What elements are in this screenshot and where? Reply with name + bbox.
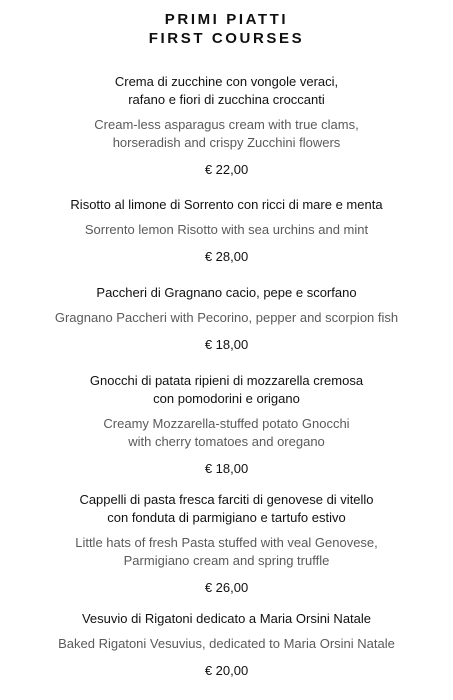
dish-price: € 22,00 bbox=[204, 162, 249, 177]
section-title-italian: PRIMI PIATTI bbox=[164, 11, 289, 28]
dish-name-italian: Vesuvio di Rigatoni dedicato a Maria Orsini Natale bbox=[81, 611, 372, 626]
menu-item bbox=[0, 196, 453, 266]
dish-description-english: Creamy Mozzarella-stuffed potato Gnocchi with cherry tomatoes and oregano bbox=[103, 416, 350, 449]
dish-name-italian: Cappelli di pasta fresca farciti di genovese di vitello con fonduta di parmigiano e tartufo estivo bbox=[79, 492, 374, 525]
dish-name-italian: Paccheri di Gragnano cacio, pepe e scorfano bbox=[96, 285, 357, 300]
dish-description-english: Cream-less asparagus cream with true clams, horseradish and crispy Zucchini flowers bbox=[94, 117, 359, 150]
dish-price: € 18,00 bbox=[204, 337, 249, 352]
menu-item bbox=[0, 73, 453, 179]
menu-item bbox=[0, 284, 453, 354]
menu-item bbox=[0, 372, 453, 478]
dish-price: € 26,00 bbox=[204, 580, 249, 595]
dish-description-english: Baked Rigatoni Vesuvius, dedicated to Maria Orsini Natale bbox=[58, 636, 395, 651]
dish-name-italian: Risotto al limone di Sorrento con ricci di mare e menta bbox=[70, 197, 383, 212]
dish-description-english: Gragnano Paccheri with Pecorino, pepper and scorpion fish bbox=[54, 310, 399, 325]
menu-item bbox=[0, 610, 453, 680]
dish-description-english: Sorrento lemon Risotto with sea urchins and mint bbox=[84, 222, 369, 237]
section-title-english: FIRST COURSES bbox=[148, 30, 305, 47]
dish-name-italian: Crema di zucchine con vongole veraci, rafano e fiori di zucchina croccanti bbox=[114, 74, 339, 107]
dish-name-italian: Gnocchi di patata ripieni di mozzarella cremosa con pomodorini e origano bbox=[89, 373, 364, 406]
menu-item bbox=[0, 491, 453, 597]
dish-price: € 18,00 bbox=[204, 461, 249, 476]
dish-description-english: Little hats of fresh Pasta stuffed with veal Genovese, Parmigiano cream and spring truffle bbox=[75, 535, 378, 568]
dish-price: € 20,00 bbox=[204, 663, 249, 678]
dish-price: € 28,00 bbox=[204, 249, 249, 264]
